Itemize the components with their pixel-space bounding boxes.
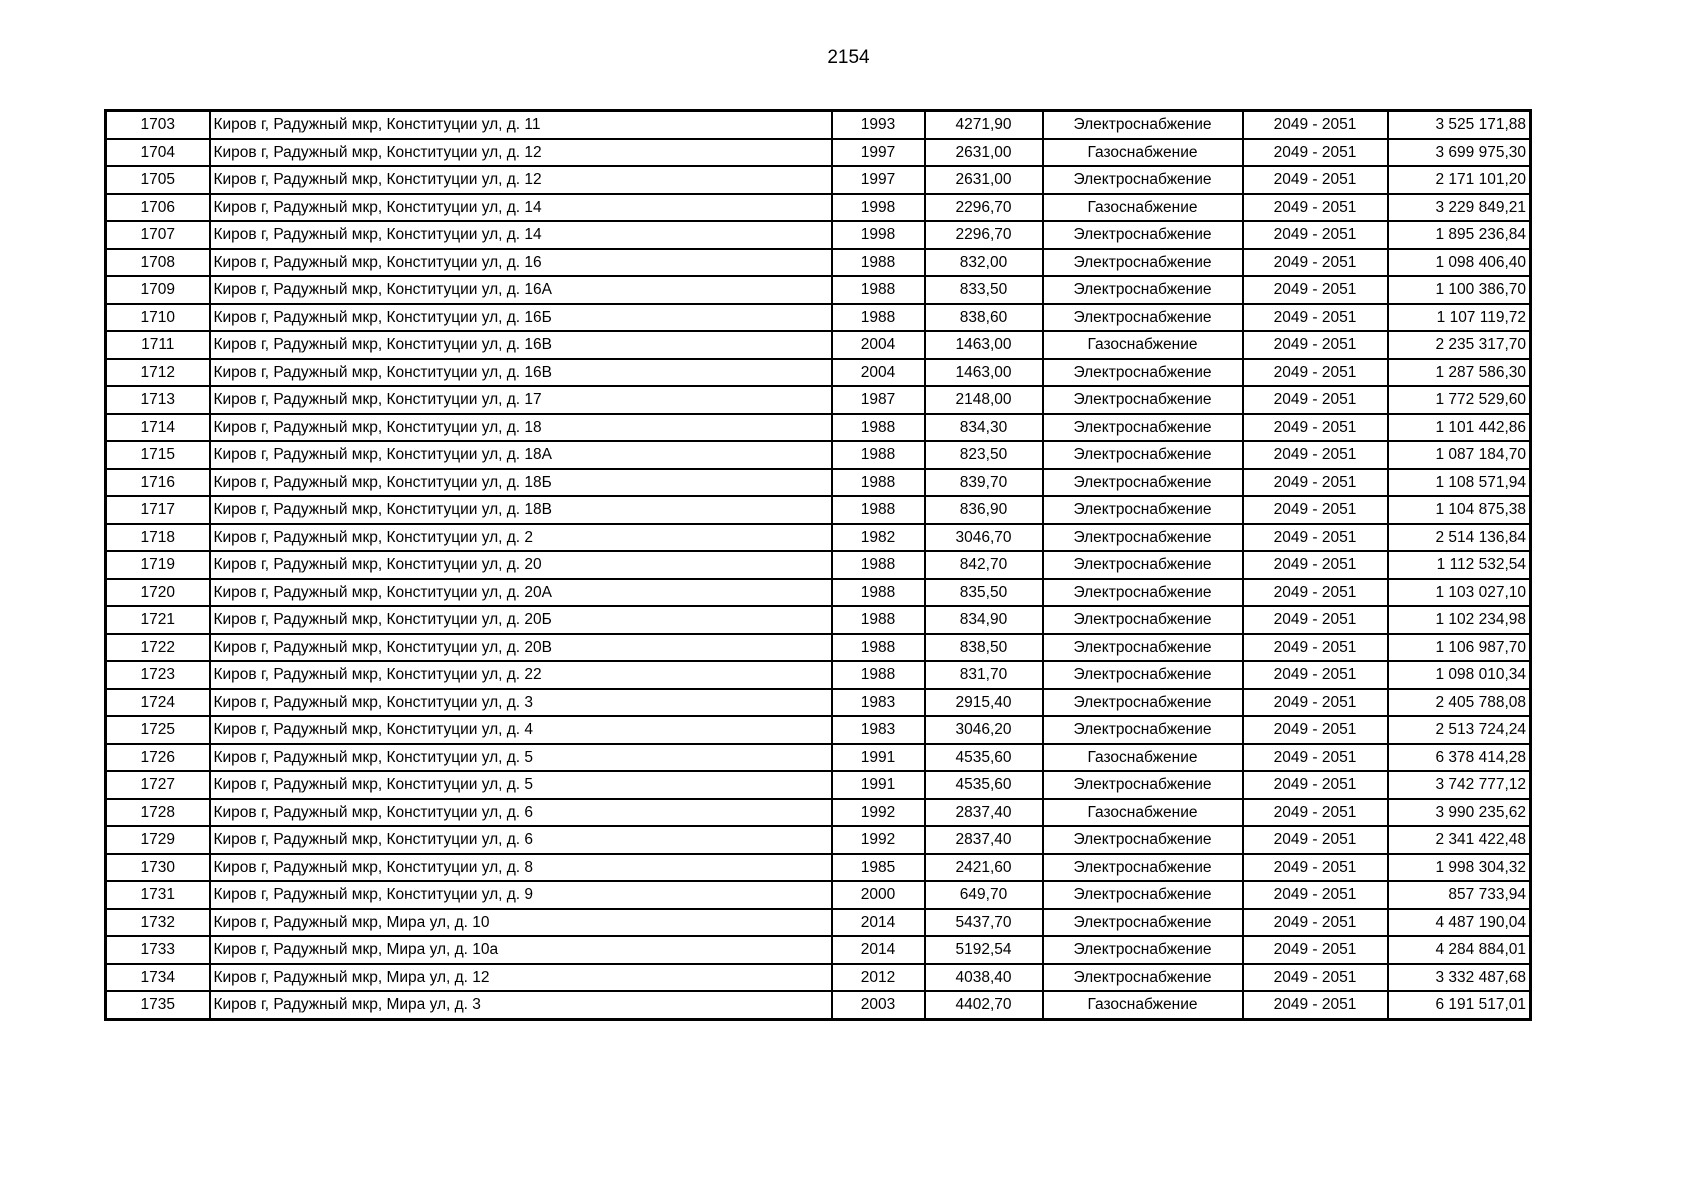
build-year-cell: 1997 [832,139,925,167]
table-row [106,661,1531,689]
table-body [106,111,1531,1020]
build-year-cell: 1988 [832,441,925,469]
period-cell: 2049 - 2051 [1243,826,1388,854]
address-cell: Киров г, Радужный мкр, Конституции ул, д. 9 [210,881,832,909]
service-type-cell: Газоснабжение [1043,799,1243,827]
address-cell: Киров г, Радужный мкр, Мира ул, д. 12 [210,964,832,992]
row-number-cell: 1703 [106,111,210,139]
address-cell: Киров г, Радужный мкр, Конституции ул, д. 4 [210,716,832,744]
address-cell: Киров г, Радужный мкр, Конституции ул, д. 16А [210,276,832,304]
address-cell: Киров г, Радужный мкр, Мира ул, д. 10 [210,909,832,937]
service-type-cell: Электроснабжение [1043,414,1243,442]
cost-cell: 1 107 119,72 [1388,304,1531,332]
cost-cell: 1 287 586,30 [1388,359,1531,387]
period-cell: 2049 - 2051 [1243,936,1388,964]
period-cell: 2049 - 2051 [1243,771,1388,799]
cost-cell: 6 378 414,28 [1388,744,1531,772]
row-number-cell: 1728 [106,799,210,827]
period-cell: 2049 - 2051 [1243,579,1388,607]
cost-cell: 1 098 406,40 [1388,249,1531,277]
period-cell: 2049 - 2051 [1243,249,1388,277]
period-cell: 2049 - 2051 [1243,799,1388,827]
row-number-cell: 1725 [106,716,210,744]
period-cell: 2049 - 2051 [1243,524,1388,552]
build-year-cell: 1993 [832,111,925,139]
address-cell: Киров г, Радужный мкр, Конституции ул, д. 16Б [210,304,832,332]
row-number-cell: 1706 [106,194,210,222]
row-number-cell: 1709 [106,276,210,304]
build-year-cell: 1988 [832,634,925,662]
build-year-cell: 1988 [832,606,925,634]
service-type-cell: Электроснабжение [1043,634,1243,662]
service-type-cell: Электроснабжение [1043,909,1243,937]
cost-cell: 3 525 171,88 [1388,111,1531,139]
table-row [106,744,1531,772]
row-number-cell: 1713 [106,386,210,414]
table-row [106,359,1531,387]
table-row [106,276,1531,304]
cost-cell: 1 112 532,54 [1388,551,1531,579]
cost-cell: 2 235 317,70 [1388,331,1531,359]
area-cell: 834,90 [925,606,1043,634]
address-cell: Киров г, Радужный мкр, Конституции ул, д. 18Б [210,469,832,497]
area-cell: 2296,70 [925,194,1043,222]
area-cell: 5437,70 [925,909,1043,937]
address-cell: Киров г, Радужный мкр, Конституции ул, д. 12 [210,166,832,194]
area-cell: 4402,70 [925,991,1043,1019]
table-row [106,771,1531,799]
address-cell: Киров г, Радужный мкр, Конституции ул, д. 17 [210,386,832,414]
build-year-cell: 1988 [832,304,925,332]
row-number-cell: 1705 [106,166,210,194]
address-cell: Киров г, Радужный мкр, Конституции ул, д. 5 [210,744,832,772]
table-row [106,964,1531,992]
service-type-cell: Электроснабжение [1043,854,1243,882]
service-type-cell: Газоснабжение [1043,744,1243,772]
build-year-cell: 1992 [832,799,925,827]
table-row [106,524,1531,552]
row-number-cell: 1726 [106,744,210,772]
row-number-cell: 1707 [106,221,210,249]
period-cell: 2049 - 2051 [1243,221,1388,249]
table-row [106,496,1531,524]
table-row [106,689,1531,717]
row-number-cell: 1718 [106,524,210,552]
build-year-cell: 1998 [832,194,925,222]
service-type-cell: Электроснабжение [1043,551,1243,579]
cost-cell: 1 103 027,10 [1388,579,1531,607]
row-number-cell: 1727 [106,771,210,799]
area-cell: 842,70 [925,551,1043,579]
table-row [106,579,1531,607]
area-cell: 2837,40 [925,799,1043,827]
cost-cell: 2 341 422,48 [1388,826,1531,854]
cost-cell: 1 104 875,38 [1388,496,1531,524]
build-year-cell: 1987 [832,386,925,414]
period-cell: 2049 - 2051 [1243,194,1388,222]
cost-cell: 6 191 517,01 [1388,991,1531,1019]
area-cell: 839,70 [925,469,1043,497]
area-cell: 1463,00 [925,359,1043,387]
service-type-cell: Электроснабжение [1043,936,1243,964]
build-year-cell: 1988 [832,551,925,579]
address-cell: Киров г, Радужный мкр, Конституции ул, д. 22 [210,661,832,689]
period-cell: 2049 - 2051 [1243,496,1388,524]
row-number-cell: 1735 [106,991,210,1019]
area-cell: 4535,60 [925,771,1043,799]
build-year-cell: 1988 [832,276,925,304]
area-cell: 833,50 [925,276,1043,304]
row-number-cell: 1710 [106,304,210,332]
row-number-cell: 1715 [106,441,210,469]
area-cell: 838,60 [925,304,1043,332]
service-type-cell: Электроснабжение [1043,606,1243,634]
build-year-cell: 1997 [832,166,925,194]
service-type-cell: Газоснабжение [1043,139,1243,167]
cost-cell: 857 733,94 [1388,881,1531,909]
cost-cell: 1 998 304,32 [1388,854,1531,882]
row-number-cell: 1716 [106,469,210,497]
cost-cell: 3 990 235,62 [1388,799,1531,827]
service-type-cell: Электроснабжение [1043,441,1243,469]
period-cell: 2049 - 2051 [1243,386,1388,414]
cost-cell: 3 699 975,30 [1388,139,1531,167]
table-row [106,881,1531,909]
cost-cell: 3 332 487,68 [1388,964,1531,992]
build-year-cell: 1988 [832,661,925,689]
build-year-cell: 1998 [832,221,925,249]
period-cell: 2049 - 2051 [1243,716,1388,744]
build-year-cell: 2003 [832,991,925,1019]
table-row [106,826,1531,854]
table-row [106,991,1531,1019]
address-cell: Киров г, Радужный мкр, Конституции ул, д. 5 [210,771,832,799]
service-type-cell: Газоснабжение [1043,331,1243,359]
area-cell: 4038,40 [925,964,1043,992]
row-number-cell: 1717 [106,496,210,524]
service-type-cell: Электроснабжение [1043,771,1243,799]
cost-cell: 1 772 529,60 [1388,386,1531,414]
row-number-cell: 1714 [106,414,210,442]
address-cell: Киров г, Радужный мкр, Конституции ул, д. 8 [210,854,832,882]
row-number-cell: 1734 [106,964,210,992]
period-cell: 2049 - 2051 [1243,551,1388,579]
build-year-cell: 1991 [832,771,925,799]
service-type-cell: Электроснабжение [1043,166,1243,194]
period-cell: 2049 - 2051 [1243,331,1388,359]
address-cell: Киров г, Радужный мкр, Конституции ул, д. 16В [210,331,832,359]
address-cell: Киров г, Радужный мкр, Конституции ул, д. 11 [210,111,832,139]
cost-cell: 1 087 184,70 [1388,441,1531,469]
build-year-cell: 1991 [832,744,925,772]
service-type-cell: Газоснабжение [1043,194,1243,222]
period-cell: 2049 - 2051 [1243,139,1388,167]
area-cell: 2915,40 [925,689,1043,717]
period-cell: 2049 - 2051 [1243,276,1388,304]
table-row [106,909,1531,937]
area-cell: 838,50 [925,634,1043,662]
cost-cell: 4 284 884,01 [1388,936,1531,964]
address-cell: Киров г, Радужный мкр, Конституции ул, д. 18В [210,496,832,524]
period-cell: 2049 - 2051 [1243,854,1388,882]
table-row [106,936,1531,964]
area-cell: 831,70 [925,661,1043,689]
area-cell: 2148,00 [925,386,1043,414]
service-type-cell: Электроснабжение [1043,881,1243,909]
row-number-cell: 1729 [106,826,210,854]
build-year-cell: 2014 [832,909,925,937]
cost-cell: 2 513 724,24 [1388,716,1531,744]
address-cell: Киров г, Радужный мкр, Конституции ул, д. 12 [210,139,832,167]
period-cell: 2049 - 2051 [1243,441,1388,469]
period-cell: 2049 - 2051 [1243,606,1388,634]
area-cell: 2631,00 [925,166,1043,194]
table-row [106,854,1531,882]
build-year-cell: 1985 [832,854,925,882]
table-row [106,469,1531,497]
registry-table [104,109,1532,1021]
table-row [106,304,1531,332]
service-type-cell: Электроснабжение [1043,689,1243,717]
period-cell: 2049 - 2051 [1243,304,1388,332]
period-cell: 2049 - 2051 [1243,689,1388,717]
build-year-cell: 1988 [832,469,925,497]
table-row [106,139,1531,167]
page-number: 2154 [827,47,870,68]
cost-cell: 4 487 190,04 [1388,909,1531,937]
area-cell: 835,50 [925,579,1043,607]
address-cell: Киров г, Радужный мкр, Конституции ул, д. 16В [210,359,832,387]
area-cell: 2631,00 [925,139,1043,167]
area-cell: 836,90 [925,496,1043,524]
service-type-cell: Газоснабжение [1043,991,1243,1019]
table-row [106,799,1531,827]
row-number-cell: 1719 [106,551,210,579]
service-type-cell: Электроснабжение [1043,221,1243,249]
cost-cell: 1 102 234,98 [1388,606,1531,634]
table-row [106,194,1531,222]
build-year-cell: 1988 [832,579,925,607]
build-year-cell: 1988 [832,414,925,442]
row-number-cell: 1731 [106,881,210,909]
period-cell: 2049 - 2051 [1243,964,1388,992]
address-cell: Киров г, Радужный мкр, Мира ул, д. 10а [210,936,832,964]
area-cell: 834,30 [925,414,1043,442]
cost-cell: 1 108 571,94 [1388,469,1531,497]
row-number-cell: 1720 [106,579,210,607]
cost-cell: 1 101 442,86 [1388,414,1531,442]
cost-cell: 2 405 788,08 [1388,689,1531,717]
area-cell: 3046,20 [925,716,1043,744]
build-year-cell: 2014 [832,936,925,964]
address-cell: Киров г, Радужный мкр, Конституции ул, д. 18 [210,414,832,442]
cost-cell: 1 100 386,70 [1388,276,1531,304]
table-row [106,111,1531,139]
area-cell: 1463,00 [925,331,1043,359]
service-type-cell: Электроснабжение [1043,469,1243,497]
build-year-cell: 1983 [832,689,925,717]
address-cell: Киров г, Радужный мкр, Конституции ул, д. 16 [210,249,832,277]
service-type-cell: Электроснабжение [1043,579,1243,607]
area-cell: 649,70 [925,881,1043,909]
period-cell: 2049 - 2051 [1243,991,1388,1019]
area-cell: 2421,60 [925,854,1043,882]
service-type-cell: Электроснабжение [1043,276,1243,304]
service-type-cell: Электроснабжение [1043,359,1243,387]
area-cell: 2837,40 [925,826,1043,854]
cost-cell: 3 742 777,12 [1388,771,1531,799]
service-type-cell: Электроснабжение [1043,304,1243,332]
cost-cell: 2 171 101,20 [1388,166,1531,194]
address-cell: Киров г, Радужный мкр, Конституции ул, д. 14 [210,194,832,222]
row-number-cell: 1723 [106,661,210,689]
service-type-cell: Электроснабжение [1043,964,1243,992]
address-cell: Киров г, Радужный мкр, Конституции ул, д. 20Б [210,606,832,634]
build-year-cell: 1988 [832,249,925,277]
period-cell: 2049 - 2051 [1243,909,1388,937]
service-type-cell: Электроснабжение [1043,111,1243,139]
build-year-cell: 1988 [832,496,925,524]
period-cell: 2049 - 2051 [1243,469,1388,497]
cost-cell: 3 229 849,21 [1388,194,1531,222]
table-row [106,551,1531,579]
build-year-cell: 2000 [832,881,925,909]
address-cell: Киров г, Радужный мкр, Конституции ул, д. 3 [210,689,832,717]
area-cell: 2296,70 [925,221,1043,249]
table-row [106,331,1531,359]
cost-cell: 1 106 987,70 [1388,634,1531,662]
area-cell: 4271,90 [925,111,1043,139]
period-cell: 2049 - 2051 [1243,744,1388,772]
cost-cell: 1 098 010,34 [1388,661,1531,689]
build-year-cell: 2012 [832,964,925,992]
table-row [106,716,1531,744]
period-cell: 2049 - 2051 [1243,111,1388,139]
area-cell: 3046,70 [925,524,1043,552]
table-row [106,441,1531,469]
table-row [106,249,1531,277]
build-year-cell: 2004 [832,359,925,387]
period-cell: 2049 - 2051 [1243,414,1388,442]
service-type-cell: Электроснабжение [1043,386,1243,414]
row-number-cell: 1724 [106,689,210,717]
area-cell: 832,00 [925,249,1043,277]
service-type-cell: Электроснабжение [1043,661,1243,689]
row-number-cell: 1730 [106,854,210,882]
period-cell: 2049 - 2051 [1243,881,1388,909]
area-cell: 823,50 [925,441,1043,469]
row-number-cell: 1712 [106,359,210,387]
period-cell: 2049 - 2051 [1243,359,1388,387]
cost-cell: 2 514 136,84 [1388,524,1531,552]
address-cell: Киров г, Радужный мкр, Конституции ул, д. 20А [210,579,832,607]
table-row [106,414,1531,442]
service-type-cell: Электроснабжение [1043,496,1243,524]
service-type-cell: Электроснабжение [1043,826,1243,854]
area-cell: 4535,60 [925,744,1043,772]
table-row [106,221,1531,249]
table-row [106,634,1531,662]
table-row [106,606,1531,634]
row-number-cell: 1732 [106,909,210,937]
address-cell: Киров г, Радужный мкр, Конституции ул, д. 14 [210,221,832,249]
area-cell: 5192,54 [925,936,1043,964]
address-cell: Киров г, Радужный мкр, Конституции ул, д. 6 [210,799,832,827]
period-cell: 2049 - 2051 [1243,166,1388,194]
build-year-cell: 1982 [832,524,925,552]
build-year-cell: 1992 [832,826,925,854]
service-type-cell: Электроснабжение [1043,524,1243,552]
row-number-cell: 1708 [106,249,210,277]
cost-cell: 1 895 236,84 [1388,221,1531,249]
address-cell: Киров г, Радужный мкр, Мира ул, д. 3 [210,991,832,1019]
table-row [106,386,1531,414]
row-number-cell: 1721 [106,606,210,634]
service-type-cell: Электроснабжение [1043,249,1243,277]
row-number-cell: 1722 [106,634,210,662]
build-year-cell: 1983 [832,716,925,744]
address-cell: Киров г, Радужный мкр, Конституции ул, д. 6 [210,826,832,854]
service-type-cell: Электроснабжение [1043,716,1243,744]
period-cell: 2049 - 2051 [1243,634,1388,662]
table-row [106,166,1531,194]
address-cell: Киров г, Радужный мкр, Конституции ул, д. 2 [210,524,832,552]
row-number-cell: 1733 [106,936,210,964]
address-cell: Киров г, Радужный мкр, Конституции ул, д. 18А [210,441,832,469]
address-cell: Киров г, Радужный мкр, Конституции ул, д. 20 [210,551,832,579]
address-cell: Киров г, Радужный мкр, Конституции ул, д. 20В [210,634,832,662]
row-number-cell: 1704 [106,139,210,167]
row-number-cell: 1711 [106,331,210,359]
build-year-cell: 2004 [832,331,925,359]
period-cell: 2049 - 2051 [1243,661,1388,689]
